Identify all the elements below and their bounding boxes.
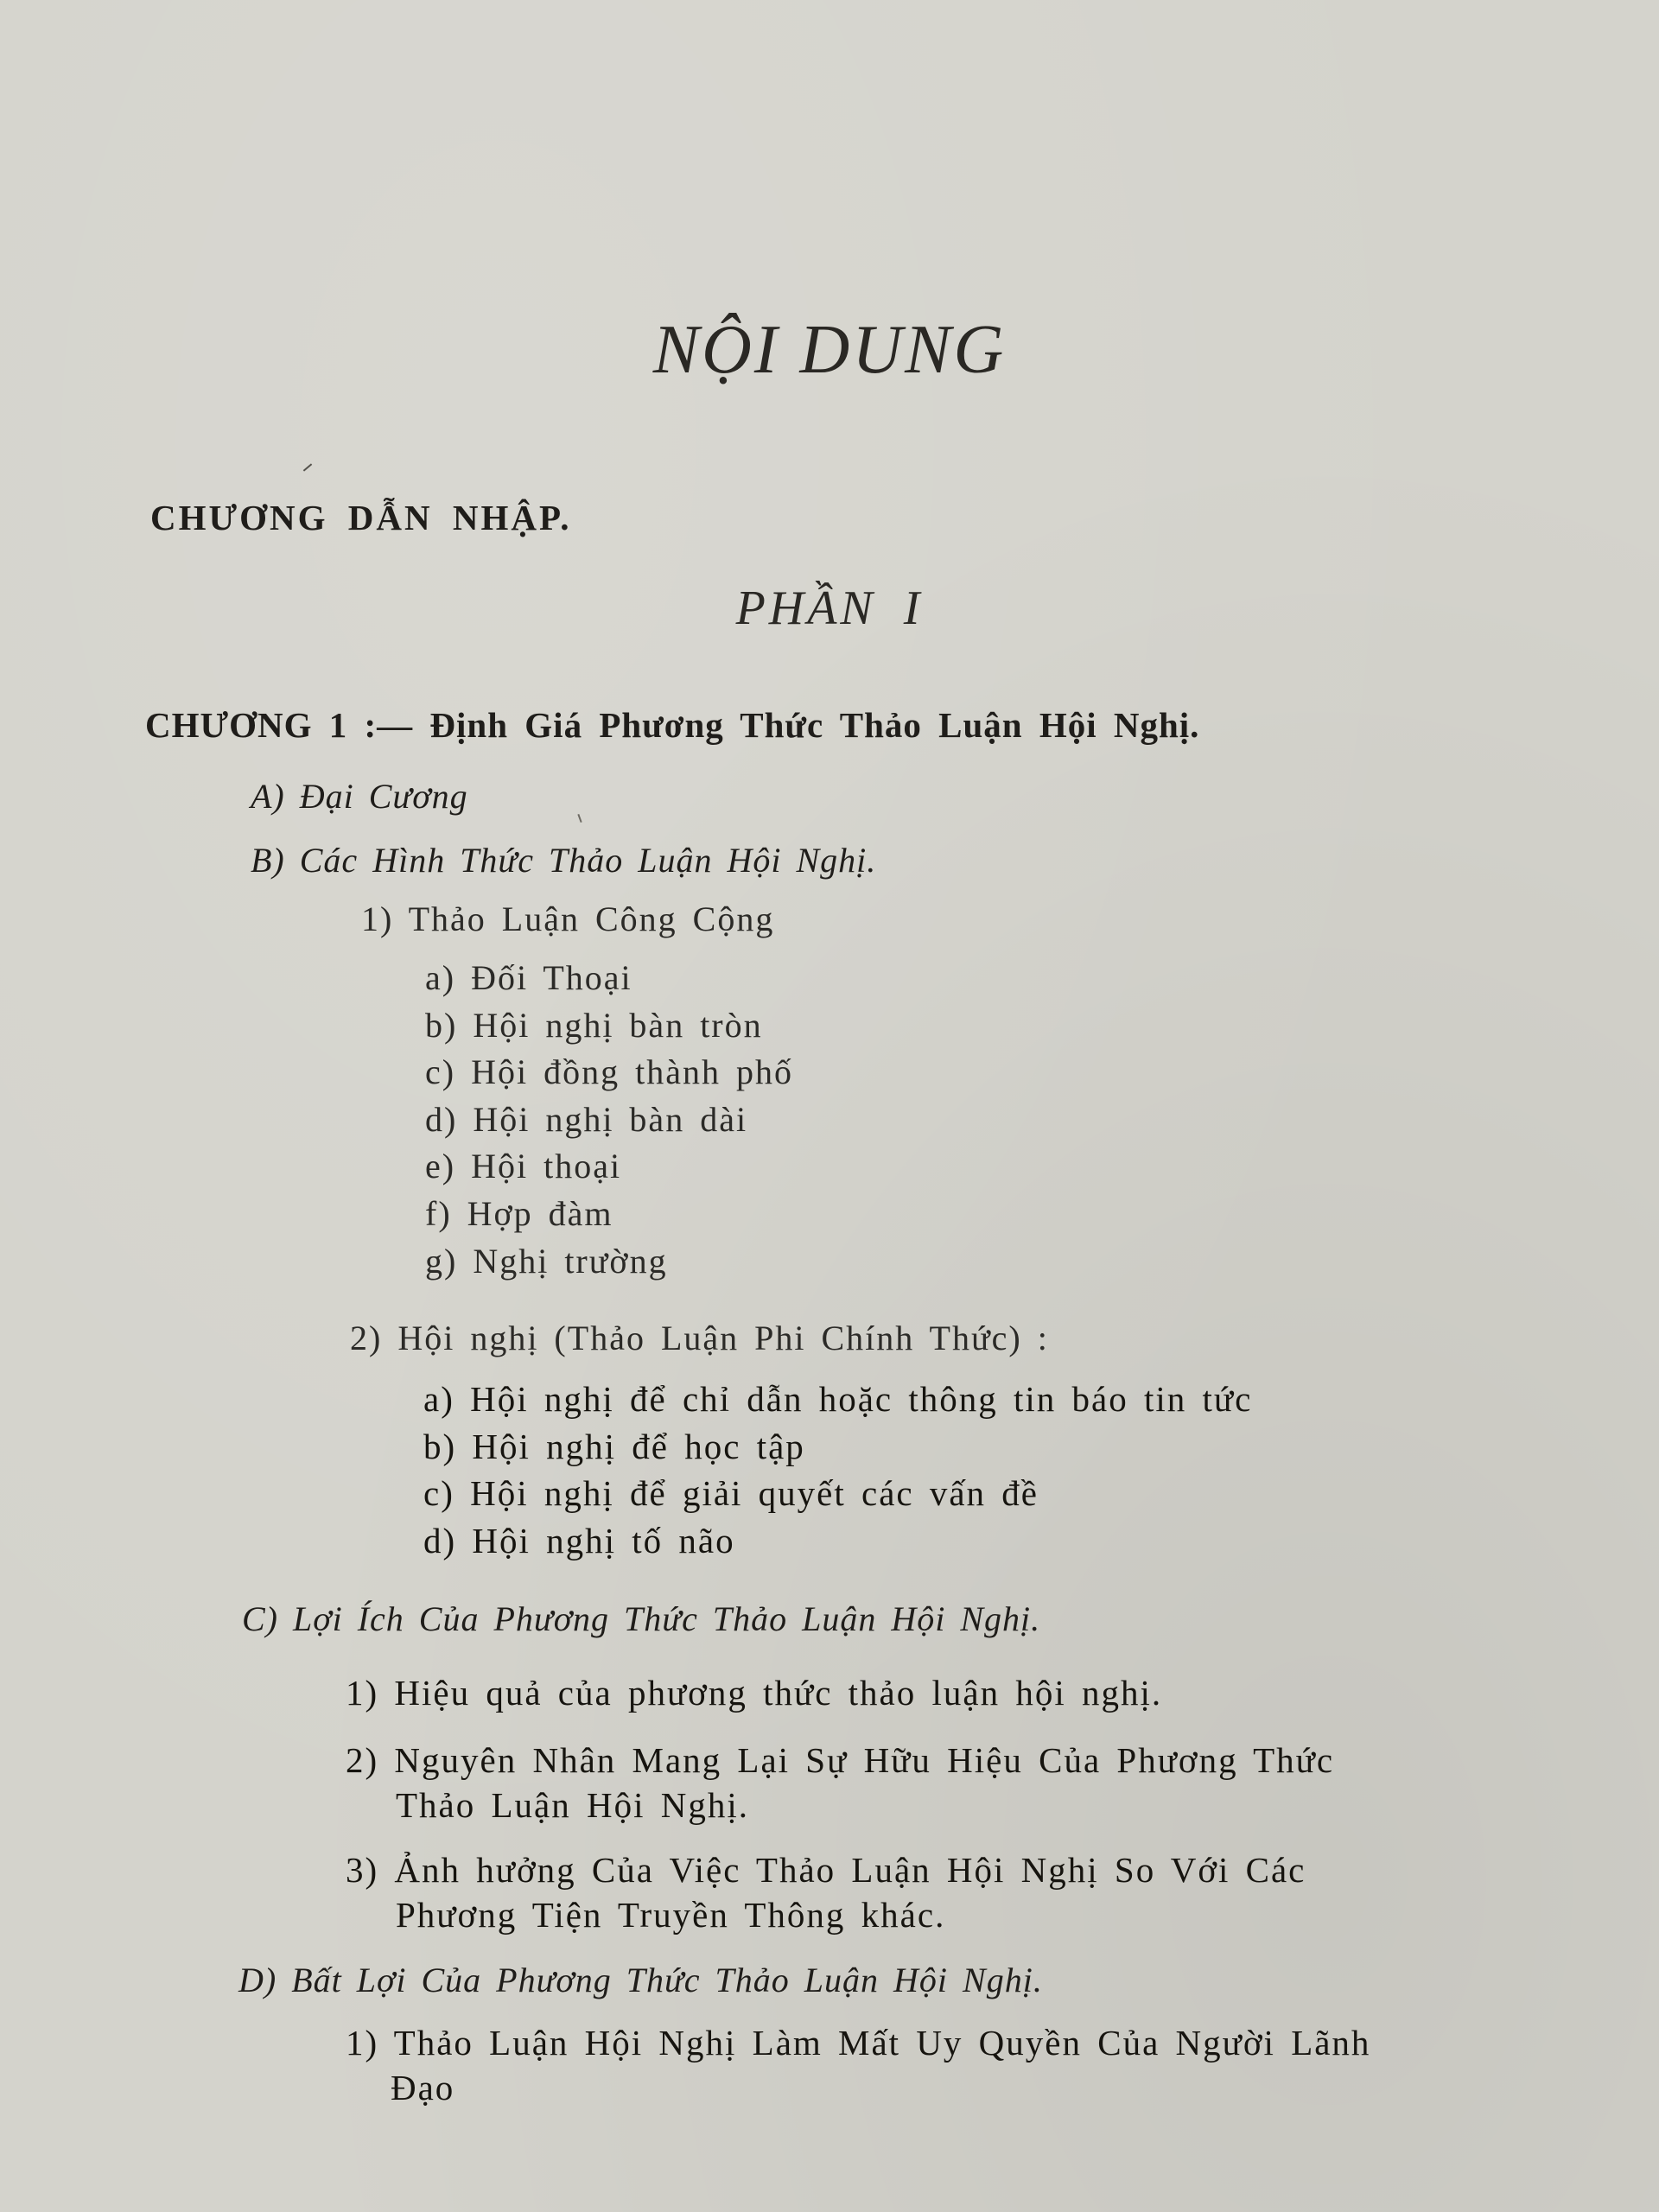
list-item: e) Hội thoại — [425, 1147, 622, 1185]
list-item: b) Hội nghị để học tập — [423, 1427, 805, 1466]
subsection-b1-title: 1) Thảo Luận Công Cộng — [361, 899, 775, 938]
preface-chapter: CHƯƠNG DẪN NHẬP. — [150, 498, 572, 537]
list-item: 3) Ảnh hưởng Của Việc Thảo Luận Hội Nghị So Với Các — [346, 1850, 1306, 1890]
list-item: a) Hội nghị để chỉ dẫn hoặc thông tin báo tin tức — [423, 1379, 1253, 1419]
list-item: b) Hội nghị bàn tròn — [425, 1006, 763, 1045]
list-item: g) Nghị trường — [425, 1242, 668, 1281]
list-item: 2) Nguyên Nhân Mang Lại Sự Hữu Hiệu Của Phương Thức — [346, 1740, 1335, 1780]
list-item: 1) Thảo Luận Hội Nghị Làm Mất Uy Quyền Của Người Lãnh — [346, 2023, 1371, 2063]
part-heading: PHẦN I — [735, 582, 924, 635]
list-item: f) Hợp đàm — [425, 1194, 613, 1233]
list-item: a) Đối Thoại — [425, 958, 632, 997]
section-c-title: C) Lợi Ích Của Phương Thức Thảo Luận Hội Nghị. — [242, 1599, 1041, 1638]
list-item-continuation: Phương Tiện Truyền Thông khác. — [396, 1895, 946, 1935]
section-d-title: D) Bất Lợi Của Phương Thức Thảo Luận Hội Nghị. — [238, 1961, 1043, 1999]
list-item: c) Hội nghị để giải quyết các vấn đề — [423, 1473, 1039, 1513]
subsection-b2-title: 2) Hội nghị (Thảo Luận Phi Chính Thức) : — [350, 1319, 1049, 1357]
page-title: NỘI DUNG — [652, 312, 1007, 388]
list-item: c) Hội đồng thành phố — [425, 1052, 793, 1091]
ink-mark — [577, 814, 582, 823]
chapter-heading: CHƯƠNG 1 :— Định Giá Phương Thức Thảo Luận Hội Nghị. — [145, 705, 1200, 745]
list-item-continuation: Đạo — [391, 2068, 455, 2107]
ink-mark — [303, 463, 312, 471]
section-a-title: A) Đại Cương — [251, 777, 468, 816]
section-b-title: B) Các Hình Thức Thảo Luận Hội Nghị. — [251, 841, 877, 880]
list-item: 1) Hiệu quả của phương thức thảo luận hội nghị. — [346, 1673, 1163, 1713]
list-item: d) Hội nghị bàn dài — [425, 1100, 748, 1139]
list-item-continuation: Thảo Luận Hội Nghị. — [396, 1785, 749, 1825]
list-item: d) Hội nghị tố não — [423, 1521, 735, 1560]
